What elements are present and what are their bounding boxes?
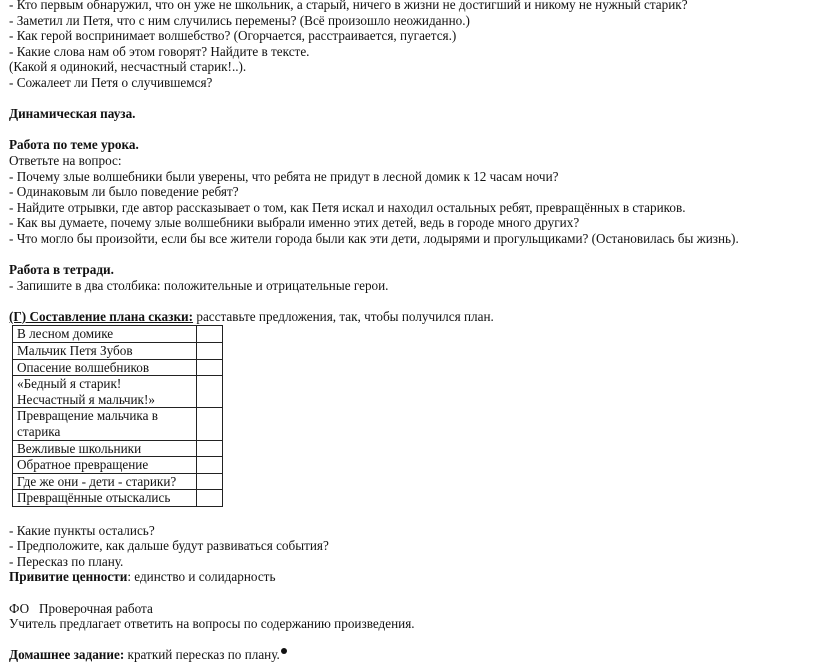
plan-item-cell	[13, 457, 197, 474]
lesson-question: - Как вы думаете, почему злые волшебники выбрали именно этих детей, ведь в городе много других?	[9, 215, 580, 231]
plan-item-text: В лесном домике	[17, 326, 114, 342]
followup-question: - Предположите, как дальше будут развиваться события?	[9, 538, 329, 554]
plan-row	[13, 440, 223, 457]
plan-row	[13, 343, 223, 360]
plan-item-text: Превращение мальчика в	[17, 408, 159, 424]
plan-row	[13, 408, 223, 440]
question-line: - Кто первым обнаружил, что он уже не школьник, а старый, ничего в жизни не достигший и никому не нужный старик?	[9, 0, 688, 12]
plan-row	[13, 457, 223, 474]
lesson-heading: Работа по теме урока.	[9, 137, 139, 153]
question-line: - Сожалеет ли Петя о случившемся?	[9, 74, 213, 90]
plan-item-cell	[13, 326, 197, 343]
plan-number-cell[interactable]	[197, 408, 223, 440]
question-line: - Заметил ли Петя, что с ним случились перемены? (Всё произошло неожиданно.)	[9, 12, 470, 28]
fo-label: ФО	[9, 600, 30, 616]
plan-item-cell	[13, 343, 197, 360]
homework-text: краткий пересказ по плану.	[124, 647, 280, 663]
pause-heading: Динамическая пауза.	[9, 106, 136, 122]
plan-instruction: расставьте предложения, так, чтобы получился план.	[193, 308, 494, 324]
notebook-heading: Работа в тетради.	[9, 262, 114, 278]
bullet-dot-icon	[281, 648, 287, 654]
values-label: Привитие ценности	[9, 569, 128, 585]
question-line: - Как герой воспринимает волшебство? (Огорчается, расстраивается, пугается.)	[9, 28, 457, 44]
plan-number-cell[interactable]	[197, 343, 223, 360]
followup-question: - Пересказ по плану.	[9, 553, 124, 569]
fo-text: Проверочная работа	[39, 600, 153, 616]
homework-label: Домашнее задание:	[9, 647, 125, 663]
homework-line	[9, 647, 809, 663]
values-text: : единство и солидарность	[127, 569, 276, 585]
plan-number-cell[interactable]	[197, 490, 223, 507]
plan-item-text: Где же они - дети - старики?	[17, 473, 177, 489]
plan-number-cell[interactable]	[197, 359, 223, 376]
lesson-question: - Что могло бы произойти, если бы все жители города были как эти дети, лодырями и прогульщиками? (Остановилась бы жизнь).	[9, 230, 739, 246]
plan-item-text: Опасение волшебников	[17, 359, 150, 375]
lesson-question: - Почему злые волшебники были уверены, что ребята не придут в лесной домик к 12 часам ночи?	[9, 168, 559, 184]
plan-item-cell	[13, 376, 197, 408]
lesson-question: - Одинаковым ли было поведение ребят?	[9, 184, 239, 200]
plan-heading: (Г) Составление плана сказки:	[9, 308, 194, 324]
plan-item-text: Мальчик Петя Зубов	[17, 343, 133, 359]
plan-row	[13, 326, 223, 343]
plan-item-text: Несчастный я мальчик!»	[17, 391, 155, 407]
plan-heading-line	[9, 309, 809, 325]
plan-table	[12, 325, 223, 507]
fo-line	[9, 601, 809, 617]
plan-item-cell	[13, 440, 197, 457]
fo-description: Учитель предлагает ответить на вопросы по содержанию произведения.	[9, 616, 415, 632]
plan-item-text: «Бедный я старик!	[17, 376, 122, 392]
plan-number-cell[interactable]	[197, 457, 223, 474]
plan-number-cell[interactable]	[197, 473, 223, 490]
plan-item-cell	[13, 408, 197, 440]
plan-item-cell	[13, 490, 197, 507]
notebook-task: - Запишите в два столбика: положительные и отрицательные герои.	[9, 277, 389, 293]
followup-question: - Какие пункты остались?	[9, 522, 155, 538]
values-line	[9, 569, 809, 585]
plan-item-cell	[13, 473, 197, 490]
plan-item-cell	[13, 359, 197, 376]
plan-row	[13, 359, 223, 376]
lesson-intro: Ответьте на вопрос:	[9, 152, 122, 168]
plan-number-cell[interactable]	[197, 376, 223, 408]
plan-number-cell[interactable]	[197, 326, 223, 343]
plan-row	[13, 376, 223, 408]
lesson-question: - Найдите отрывки, где автор рассказывает о том, как Петя искал и находил остальных ребят, превращённых в стариков.	[9, 199, 686, 215]
plan-item-text: старика	[17, 424, 61, 440]
plan-number-cell[interactable]	[197, 440, 223, 457]
plan-item-text: Обратное превращение	[17, 457, 149, 473]
plan-item-text: Превращённые отыскались	[17, 490, 171, 506]
answer-line: (Какой я одинокий, несчастный старик!..).	[9, 59, 247, 75]
plan-row	[13, 490, 223, 507]
plan-item-text: Вежливые школьники	[17, 440, 142, 456]
document-page	[9, 0, 809, 663]
question-line: - Какие слова нам об этом говорят? Найдите в тексте.	[9, 43, 310, 59]
plan-row	[13, 473, 223, 490]
